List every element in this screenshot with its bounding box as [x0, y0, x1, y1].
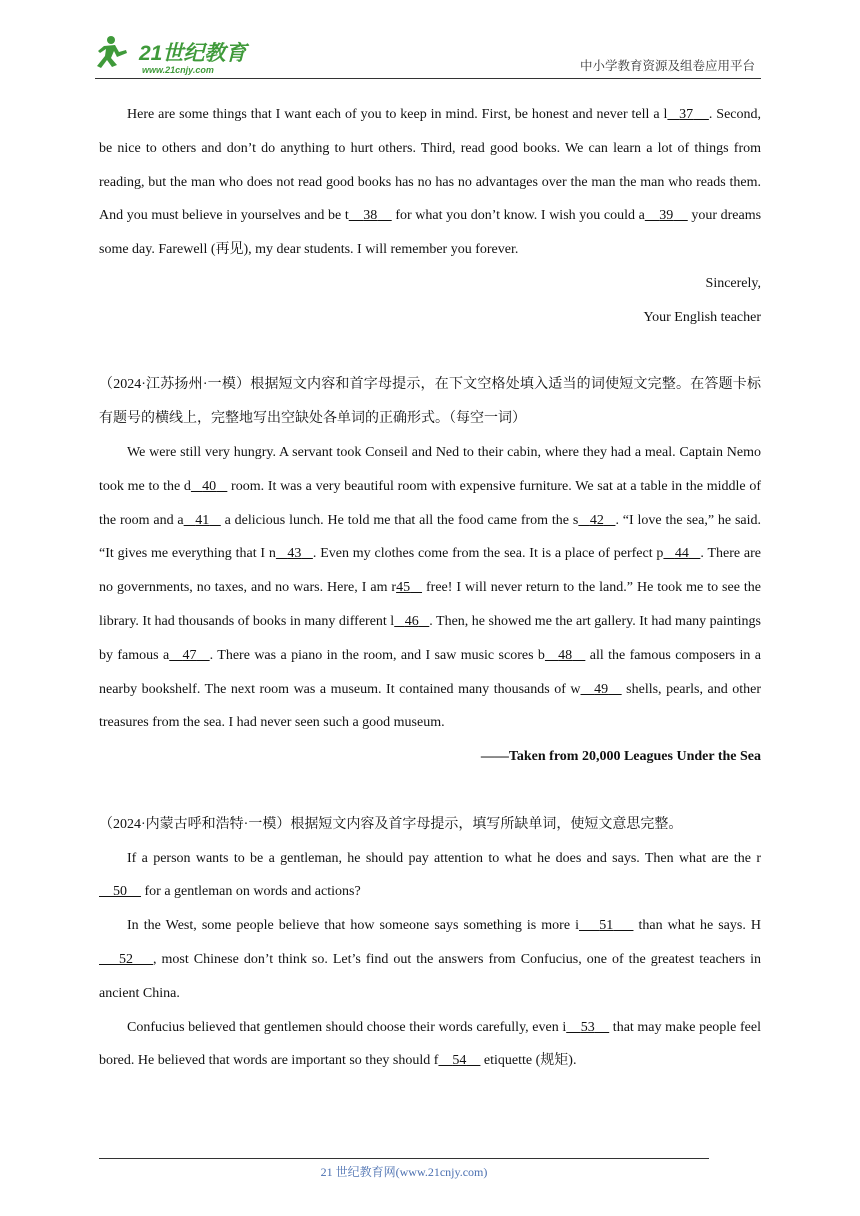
- header-platform-text: 中小学教育资源及组卷应用平台: [579, 59, 755, 73]
- document-body: [99, 98, 761, 1078]
- footer-divider: [99, 1158, 709, 1159]
- site-logo: [95, 34, 265, 76]
- section2-instruction: （2024·江苏扬州·一模）根据短文内容和首字母提示，在下文空格处填入适当的词使短文完整。在答题卡标有题号的横线上，完整地写出空缺处各单词的正确形式。（每空一词）: [99, 377, 761, 427]
- section3-instruction: （2024·内蒙古呼和浩特·一模）根据短文内容及首字母提示，填写所缺单词，使短文意思完整。: [99, 816, 683, 832]
- svg-text:21世纪教育: 21世纪教育: [139, 42, 247, 65]
- svg-text:www.21cnjy.com: www.21cnjy.com: [142, 65, 214, 75]
- passage3-paragraph-1: If a person wants to be a gentleman, he should pay attention to what he does and says. Then what are the r 50 for a gentleman on words and actions?: [113, 850, 761, 900]
- passage3-paragraph-2: In the West, some people believe that how someone says something is more i 51 than what he says. H 52 , most Chinese don’t think so. Let’s find out the answers from Confucius, one of the greatest teachers in ancient China.: [99, 918, 762, 1001]
- passage2-paragraph: We were still very hungry. A servant took Conseil and Ned to their cabin, where they had a meal. Captain Nemo took me to the d 40 room. It was a very beautiful room with expensive furniture. We sat at a table in the middle of the room and a 41 a delicious lunch. He told me that all the food came from the s 42 . “I love the sea,” he said. “It gives me everything that I n 43 . Even my clothes come from the sea. It is a place of perfect p 44 . There are no governments, no taxes, and no wars. Here, I am r45 free! I will never return to the land.” He took me to see the library. It had thousands of books in many different l 46 . Then, he showed me the art gallery. It had many paintings by famous a 47 . There was a piano in the room, and I saw music scores b 48 all the famous composers in a nearby bookshelf. The next room was a museum. It contained many thousands of w 49 shells, pearls, and other treasures from the sea. I had never seen such a good museum.: [99, 444, 762, 731]
- passage1-paragraph: Here are some things that I want each of you to keep in mind. First, be honest and never tell a l 37 . Second, be nice to others and don’t do anything to hurt others. Third, read good books. We can learn a lot of things from reading, but the man who does not read good books has no has no advantages over the man the man who reads them. And you must believe in yourselves and be t 38 for what you don’t know. I wish you could a 39 your dreams some day. Farewell (再见), my dear students. I will remember you forever.: [99, 107, 762, 258]
- page-footer: 21 世纪教育网(www.21cnjy.com): [320, 1165, 488, 1179]
- letter-signature: Your English teacher: [643, 309, 761, 325]
- passage2-source: ——Taken from 20,000 Leagues Under the Sea: [480, 749, 761, 765]
- passage3-paragraph-3: Confucius believed that gentlemen should choose their words carefully, even i 53 that may make people feel bored. He believed that words are important so they should f 54 etiquette (规矩).: [99, 1019, 761, 1069]
- page-header: [95, 32, 761, 79]
- letter-closing: Sincerely,: [705, 275, 761, 291]
